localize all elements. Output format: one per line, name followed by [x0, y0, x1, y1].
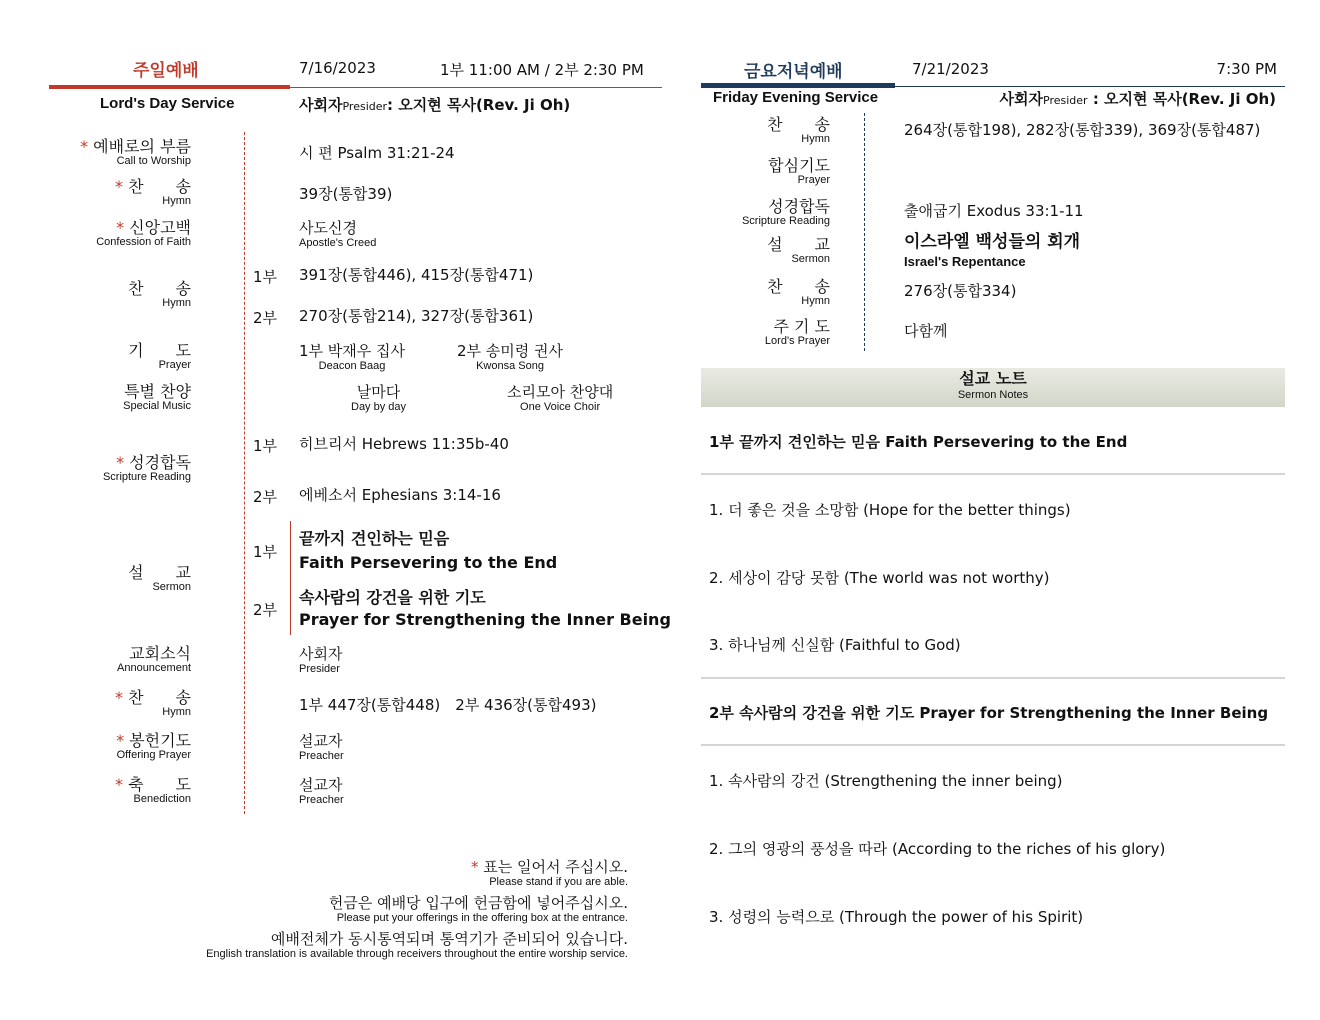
label-announcement: 교회소식 Announcement: [117, 644, 191, 674]
sunday-dashed-divider: [244, 132, 245, 814]
sunday-date: 7/16/2023: [299, 59, 376, 77]
friday-presider-name: : 오지현 목사(Rev. Ji Oh): [1092, 90, 1276, 108]
notes-point-1-3: 3. 하나님께 신실함 (Faithful to God): [709, 636, 961, 654]
notes-point-2-2: 2. 그의 영광의 풍성을 따라 (According to the riches of his glory): [709, 840, 1166, 858]
part-2-sermon: 2부: [253, 601, 278, 619]
friday-title: 금요저녁예배: [744, 62, 843, 82]
value-announcement: 사회자 Presider: [299, 645, 343, 675]
notes-sermon-1-title: 1부 끝까지 견인하는 믿음 Faith Persevering to the End: [709, 433, 1128, 451]
label-special-music: 특별 찬양 Special Music: [123, 382, 191, 412]
value-hymn-2-part1: 391장(통합446), 415장(통합471): [299, 266, 534, 284]
friday-dashed-divider: [864, 113, 865, 351]
value-reading-2: 에베소서 Ephesians 3:14-16: [299, 486, 501, 504]
sunday-subtitle: Lord's Day Service: [100, 95, 235, 112]
footer-offering-ko: 헌금은 예배당 입구에 헌금함에 넣어주십시오.: [328, 894, 628, 912]
presider-name: : 오지현 목사(Rev. Ji Oh): [387, 96, 571, 114]
friday-presider-en: Presider: [1043, 94, 1088, 107]
friday-time: 7:30 PM: [1216, 60, 1277, 78]
value-music-2: 소리모아 찬양대 One Voice Choir: [507, 383, 614, 413]
sermon-bracket: [290, 521, 291, 635]
footer-stand-ko: 표는 일어서 주십시오.: [483, 858, 628, 876]
value-hymn-1: 39장(통합39): [299, 185, 393, 203]
friday-value-sermon: 이스라엘 백성들의 회개 Israel's Repentance: [904, 232, 1081, 269]
sermon-notes-title: 설교 노트: [959, 369, 1027, 388]
friday-presider: [1000, 88, 1276, 109]
label-hymn-3: * 찬 송 Hymn: [114, 688, 191, 718]
notes-point-1-1: 1. 더 좋은 것을 소망함 (Hope for the better things): [709, 501, 1071, 519]
friday-label-hymn-2: 찬 송 Hymn: [767, 277, 830, 307]
friday-value-hymn-1: 264장(통합198), 282장(통합339), 369장(통합487): [904, 121, 1261, 139]
part-1-hymn: 1부: [253, 268, 278, 286]
notes-point-2-1: 1. 속사람의 강건 (Strengthening the inner being): [709, 772, 1063, 790]
value-reading-1: 히브리서 Hebrews 11:35b-40: [299, 435, 509, 453]
sunday-header-rule: [290, 87, 662, 88]
label-hymn-2: 찬 송 Hymn: [128, 279, 191, 309]
footer-translation-en: English translation is available through receivers throughout the entire worship service.: [206, 948, 628, 960]
value-offering: 설교자 Preacher: [299, 732, 344, 762]
friday-accent-bar: [701, 83, 895, 88]
sunday-title: 주일예배: [133, 61, 199, 81]
sunday-footer: * 표는 일어서 주십시오. Please stand if you are able. 헌금은 예배당 입구에 헌금함에 넣어주십시오. Please put your offerings in the offering box at the entrance. 예배전체가 동시통역되며 통역기가 준비되어 있습니다. English translation is available through receivers throughout the entire worship service.: [206, 858, 628, 960]
notes-divider-3: [701, 744, 1285, 746]
value-prayer-1: 1부 박재우 집사 Deacon Baag: [299, 342, 406, 372]
notes-divider-2: [701, 677, 1285, 679]
footer-offering-en: Please put your offerings in the offering box at the entrance.: [336, 912, 628, 924]
friday-label-lords-prayer: 주 기 도 Lord's Prayer: [764, 317, 830, 347]
label-offering: * 봉헌기도 Offering Prayer: [116, 731, 191, 761]
sermon-notes-header: [701, 368, 1285, 407]
value-sermon-2: 속사람의 강건을 위한 기도 Prayer for Strengthening the Inner Being: [299, 588, 671, 629]
label-call-to-worship: * 예배로의 부름 Call to Worship: [80, 137, 191, 167]
value-confession: 사도신경 Apostle's Creed: [299, 219, 377, 249]
value-music-1: 날마다 Day by day: [351, 383, 407, 413]
label-prayer: 기 도 Prayer: [128, 341, 191, 371]
value-sermon-1: 끝까지 견인하는 믿음 Faith Persevering to the End: [299, 529, 558, 572]
part-1-sermon: 1부: [253, 543, 278, 561]
footer-translation-ko: 예배전체가 동시통역되며 통역기가 준비되어 있습니다.: [270, 930, 628, 948]
sunday-accent-bar: [49, 85, 290, 89]
friday-value-reading: 출애굽기 Exodus 33:1-11: [904, 202, 1084, 220]
value-call-to-worship: 시 편 Psalm 31:21-24: [299, 144, 455, 162]
label-benediction: * 축 도 Benediction: [114, 775, 191, 805]
label-sermon: 설 교 Sermon: [128, 563, 191, 593]
notes-point-2-3: 3. 성령의 능력으로 (Through the power of his Spirit): [709, 908, 1084, 926]
label-confession: * 신앙고백 Confession of Faith: [96, 218, 191, 248]
friday-value-lords-prayer: 다함께: [904, 322, 948, 340]
notes-point-1-2: 2. 세상이 감당 못함 (The world was not worthy): [709, 569, 1050, 587]
friday-presider-ko: 사회자: [999, 90, 1044, 108]
footer-stand-en: Please stand if you are able.: [489, 876, 628, 888]
notes-divider-1: [701, 473, 1285, 475]
friday-label-hymn-1: 찬 송 Hymn: [767, 115, 830, 145]
value-benediction: 설교자 Preacher: [299, 776, 344, 806]
presider-ko: 사회자: [299, 96, 343, 114]
friday-date: 7/21/2023: [912, 60, 989, 78]
friday-subtitle: Friday Evening Service: [713, 89, 879, 106]
sermon-notes-title-en: Sermon Notes: [957, 389, 1029, 401]
notes-sermon-2-title: 2부 속사람의 강건을 위한 기도 Prayer for Strengthening the Inner Being: [709, 704, 1269, 722]
friday-value-hymn-2: 276장(통합334): [904, 282, 1017, 300]
part-2-hymn: 2부: [253, 309, 278, 327]
value-hymn-2-part2: 270장(통합214), 327장(통합361): [299, 307, 534, 325]
value-prayer-2: 2부 송미령 권사 Kwonsa Song: [457, 342, 564, 372]
friday-label-reading: 성경합독 Scripture Reading: [741, 197, 830, 227]
friday-label-sermon: 설 교 Sermon: [767, 235, 830, 265]
sunday-times: 1부 11:00 AM / 2부 2:30 PM: [440, 61, 644, 79]
friday-header-rule: [895, 86, 1285, 87]
sunday-presider: [299, 94, 570, 115]
label-hymn-1: * 찬 송 Hymn: [114, 177, 191, 207]
part-1-reading: 1부: [253, 437, 278, 455]
part-2-reading: 2부: [253, 488, 278, 506]
value-hymn-3: 1부 447장(통합448) 2부 436장(통합493): [299, 696, 597, 714]
presider-en: Presider: [342, 100, 388, 113]
label-scripture: * 성경합독 Scripture Reading: [102, 453, 191, 483]
friday-label-prayer: 합심기도 Prayer: [768, 156, 830, 186]
